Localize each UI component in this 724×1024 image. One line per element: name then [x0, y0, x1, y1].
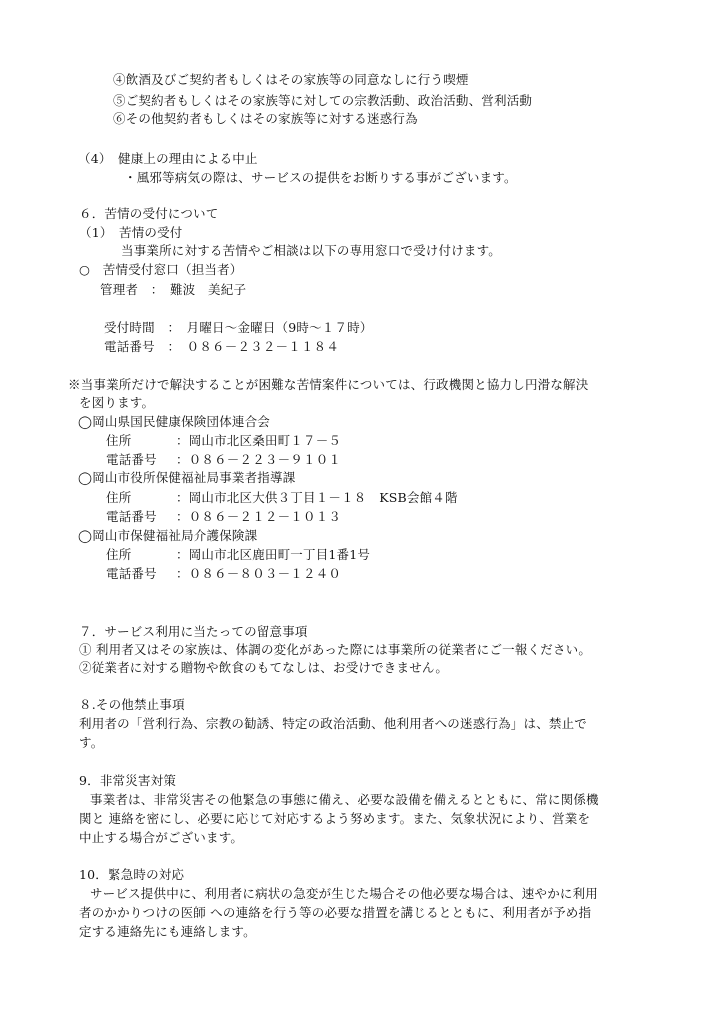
org-name: ◯岡山市役所保健福祉局事業者指導課: [78, 470, 296, 485]
disaster-heading: 9．非常災害対策: [79, 773, 177, 788]
other-prohibitions-heading: ８.その他禁止事項: [79, 697, 185, 712]
org-phone: ：０８６－２２３－９１０１: [176, 452, 342, 467]
prohibited-item-5: ⑤ご契約者もしくはその家族等に対しての宗教活動、政治活動、営利活動: [113, 93, 533, 108]
prohibited-item-6: ⑥その他契約者もしくはその家族等に対する迷惑行為: [113, 111, 418, 126]
org-name: ◯岡山県国民健康保険団体連合会: [78, 414, 270, 429]
complaint-sub-heading: （1） 苦情の受付: [79, 225, 183, 240]
complaint-sub-body: 当事業所に対する苦情やご相談は以下の専用窓口で受け付けます。: [121, 243, 502, 258]
usage-notes-heading: ７．サービス利用に当たっての留意事項: [79, 624, 308, 639]
org-phone-label: 電話番号: [106, 509, 157, 524]
org-name: ◯岡山市保健福祉局介護保険課: [78, 528, 258, 543]
org-address-label: 住所: [106, 547, 132, 562]
usage-note-2: ②従業者に対する贈物や飲食のもてなしは、お受けできません。: [79, 660, 449, 675]
org-address-label: 住所: [106, 490, 132, 505]
prohibited-item-4: ④飲酒及びご契約者もしくはその家族等の同意なしに行う喫煙: [113, 72, 469, 87]
org-phone-label: 電話番号: [106, 566, 157, 581]
health-suspension-body: ・風邪等病気の際は、サービスの提供をお断りする事がございます。: [124, 170, 517, 185]
other-prohibitions-line1: 利用者の「営利行為、宗教の勧誘、特定の政治活動、他利用者への迷惑行為」は、禁止で: [79, 716, 588, 731]
emergency-line1: サービス提供中に、利用者に病状の急変が生じた場合その他必要な場合は、速やかに利用: [90, 886, 599, 901]
emergency-heading: 10．緊急時の対応: [79, 867, 185, 882]
complaint-phone: 電話番号 ： ０８６－２３２－１１８４: [104, 339, 340, 354]
org-address-label: 住所: [106, 433, 132, 448]
disaster-line3: 中止する場合がございます。: [79, 830, 244, 845]
complaint-manager: 管理者 ： 難波 美紀子: [100, 282, 247, 297]
org-phone: ：０８６－２１２－１０１３: [176, 509, 342, 524]
complaint-note-line2: を図ります。: [79, 395, 155, 410]
health-suspension-heading: （4） 健康上の理由による中止: [78, 151, 258, 166]
complaint-window-label: ○ 苦情受付窓口（担当者）: [79, 262, 243, 277]
emergency-line3: 定する連絡先にも連絡します。: [79, 924, 256, 939]
disaster-line1: 事業者は、非常災害その他緊急の事態に備え、必要な設備を備えるとともに、常に関係機: [90, 792, 599, 807]
complaint-note-line1: ※当事業所だけで解決することが困難な苦情案件については、行政機関と協力し円滑な解決: [68, 377, 589, 392]
org-address: ：岡山市北区鹿田町一丁目1番1号: [176, 547, 371, 562]
org-address: ：岡山市北区桑田町１７－５: [176, 433, 342, 448]
usage-note-1: ① 利用者又はその家族は、体調の変化があった際には事業所の従業者にご一報ください。: [79, 642, 592, 657]
complaint-section-heading: ６．苦情の受付について: [79, 206, 219, 221]
org-phone: ：０８６－８０３－１２４０: [176, 566, 342, 581]
other-prohibitions-line2: す。: [79, 735, 104, 750]
org-phone-label: 電話番号: [106, 452, 157, 467]
org-address: ：岡山市北区大供３丁目１－１８ KSB会館４階: [176, 490, 458, 505]
disaster-line2: 関と 連絡を密にし、必要に応じて対応するよう努めます。また、気象状況により、営業を: [79, 811, 591, 826]
emergency-line2: 者のかかりつけの医師 への連絡を行う等の必要な措置を講じるとともに、利用者が予め指: [79, 905, 592, 920]
complaint-hours: 受付時間 ： 月曜日～金曜日（9時～１７時）: [104, 320, 373, 335]
